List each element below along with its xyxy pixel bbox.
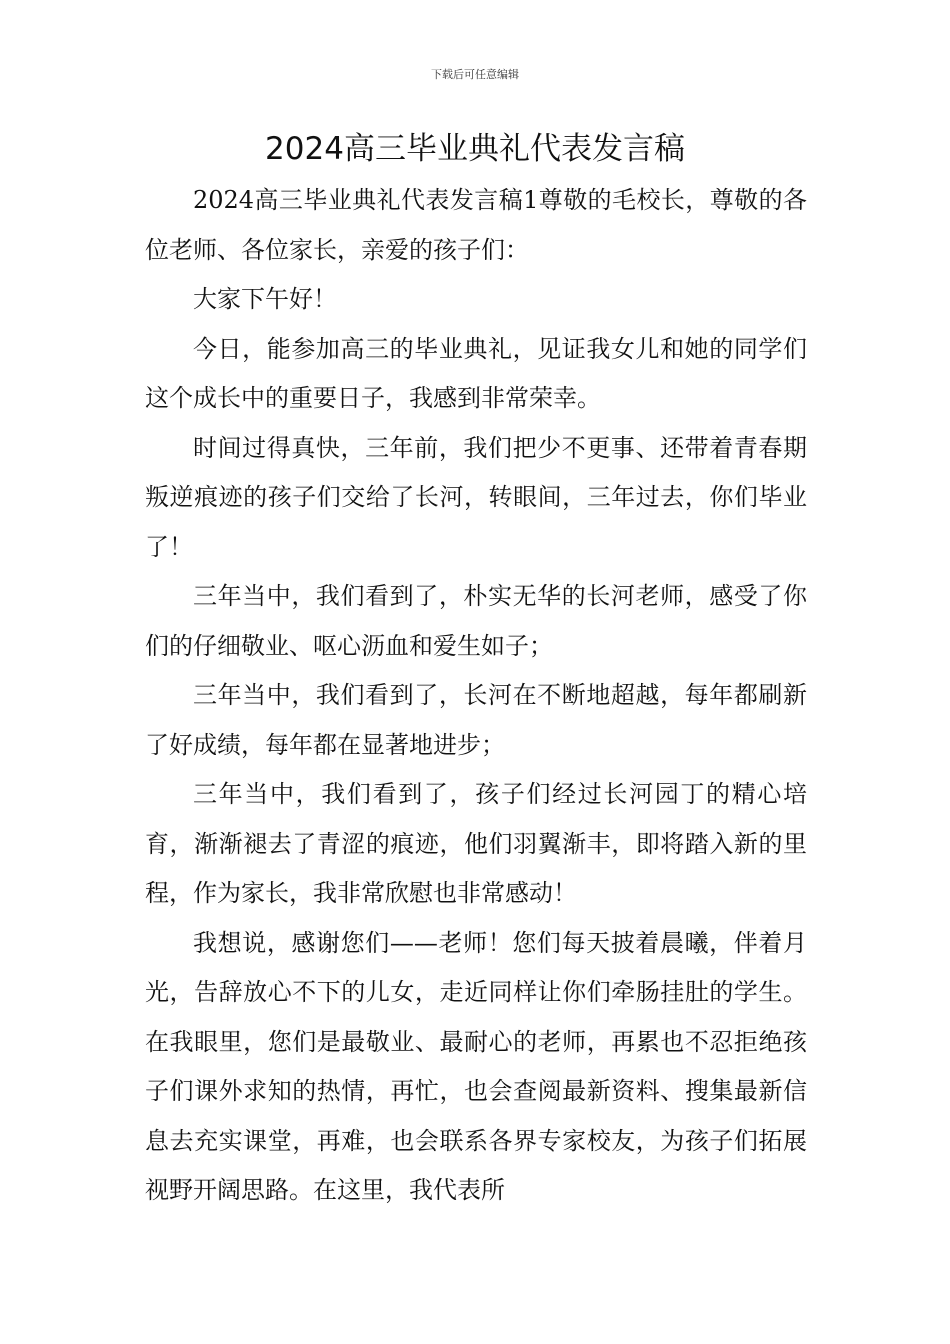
paragraph: 三年当中，我们看到了，朴实无华的长河老师，感受了你们的仔细敬业、呕心沥血和爱生如子； bbox=[145, 582, 807, 660]
header-note: 下载后可任意编辑 bbox=[431, 68, 519, 81]
document-body bbox=[145, 176, 807, 1216]
paragraph: 三年当中，我们看到了，孩子们经过长河园丁的精心培育，渐渐褪去了青涩的痕迹，他们羽翼渐丰，即将踏入新的里程，作为家长，我非常欣慰也非常感动！ bbox=[145, 780, 807, 907]
paragraph: 大家下午好！ bbox=[193, 285, 337, 313]
paragraph: 三年当中，我们看到了，长河在不断地超越，每年都刷新了好成绩，每年都在显著地进步； bbox=[145, 681, 807, 759]
paragraph: 时间过得真快，三年前，我们把少不更事、还带着青春期叛逆痕迹的孩子们交给了长河，转眼间，三年过去，你们毕业了！ bbox=[145, 433, 807, 561]
paragraph: 2024高三毕业典礼代表发言稿1尊敬的毛校长，尊敬的各位老师、各位家长，亲爱的孩子们： bbox=[145, 186, 807, 264]
document-title: 2024高三毕业典礼代表发言稿 bbox=[265, 131, 685, 167]
paragraph: 我想说，感谢您们——老师！您们每天披着晨曦，伴着月光，告辞放心不下的儿女，走近同样让你们牵肠挂肚的学生。在我眼里，您们是最敬业、最耐心的老师，再累也不忍拒绝孩子们课外求知的热情，再忙，也会查阅最新资料、搜集最新信息去充实课堂，再难，也会联系各界专家校友，为孩子们拓展视野开阔思路。在这里，我代表所 bbox=[145, 928, 807, 1204]
paragraph: 今日，能参加高三的毕业典礼，见证我女儿和她的同学们这个成长中的重要日子，我感到非常荣幸。 bbox=[145, 334, 807, 412]
